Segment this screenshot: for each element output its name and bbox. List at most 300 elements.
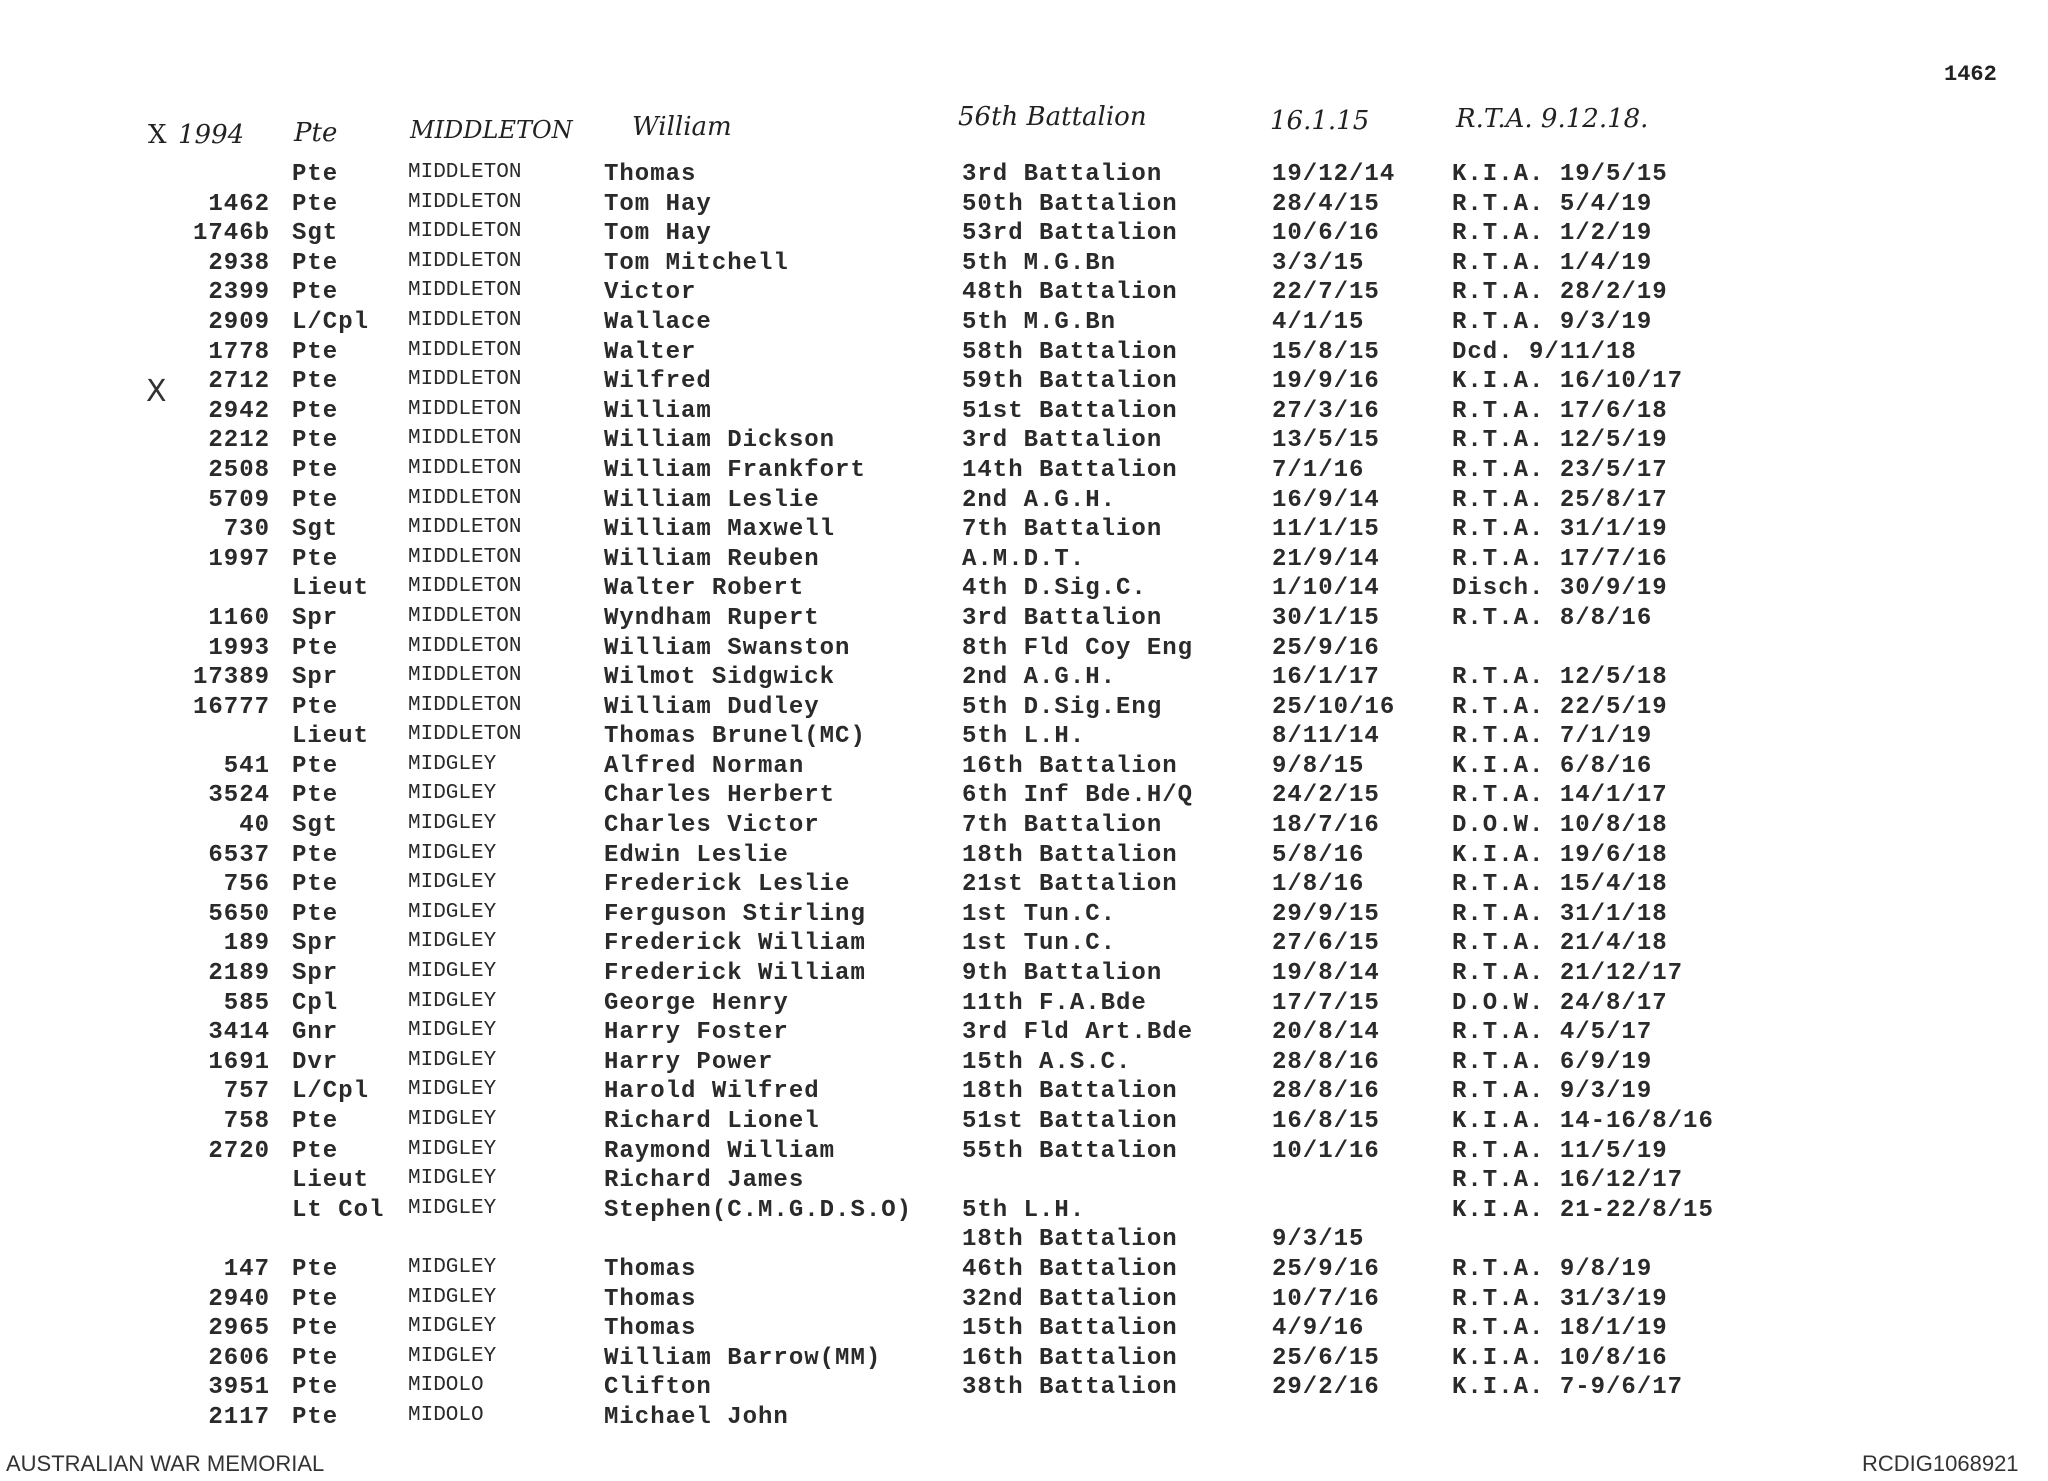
table-row	[0, 457, 2048, 487]
service-number: 2212	[208, 427, 270, 455]
rank: Pte	[292, 1285, 339, 1313]
table-row	[0, 250, 2048, 280]
rank: Pte	[292, 338, 339, 366]
enlistment-date: 25/10/16	[1272, 693, 1396, 721]
fate: K.I.A. 10/8/16	[1452, 1344, 1668, 1372]
rank: Cpl	[292, 989, 339, 1017]
surname: MIDDLETON	[408, 220, 522, 244]
service-number: 541	[223, 752, 270, 780]
surname: MIDDLETON	[408, 516, 522, 540]
rank: L/Cpl	[292, 308, 370, 336]
fate: R.T.A. 31/3/19	[1452, 1285, 1668, 1313]
table-row	[0, 309, 2048, 339]
given-names: Thomas	[604, 161, 697, 188]
rank: Spr	[292, 930, 339, 958]
service-number: 2117	[208, 1403, 270, 1431]
service-number: 3951	[208, 1374, 270, 1402]
given-names: Tom Hay	[604, 220, 712, 248]
rank: Gnr	[292, 1019, 339, 1047]
handwritten-rank: Pte	[294, 118, 338, 148]
service-number: 3414	[208, 1019, 270, 1047]
rank: Pte	[292, 693, 339, 721]
service-number: 189	[223, 930, 270, 958]
given-names: William Dudley	[604, 693, 820, 721]
enlistment-date: 20/8/14	[1272, 1019, 1380, 1047]
given-names: Richard Lionel	[604, 1108, 820, 1135]
footer-institution: AUSTRALIAN WAR MEMORIAL	[6, 1451, 325, 1476]
rank: Lieut	[292, 575, 370, 603]
given-names: Thomas	[604, 1285, 697, 1313]
enlistment-date: 7/1/16	[1272, 456, 1365, 484]
fate: R.T.A. 9/3/19	[1452, 308, 1653, 336]
enlistment-date: 19/9/16	[1272, 368, 1380, 396]
given-names: Charles Victor	[604, 812, 820, 840]
rank: Pte	[292, 545, 339, 573]
surname: MIDDLETON	[408, 279, 522, 303]
enlistment-date: 27/6/15	[1272, 930, 1380, 958]
unit: 5th L.H.	[962, 1196, 1086, 1224]
enlistment-date: 10/1/16	[1272, 1137, 1380, 1165]
rank: Spr	[292, 664, 339, 692]
fate: R.T.A. 17/7/16	[1452, 545, 1668, 573]
service-number: 3524	[208, 782, 270, 810]
given-names: Thomas	[604, 1255, 697, 1283]
surname: MIDGLEY	[408, 1019, 497, 1043]
table-row	[0, 427, 2048, 457]
unit: 55th Battalion	[962, 1137, 1178, 1165]
table-row	[0, 1315, 2048, 1345]
unit: 9th Battalion	[962, 960, 1163, 988]
enlistment-date: 10/7/16	[1272, 1285, 1380, 1313]
rank: Sgt	[292, 516, 339, 544]
surname: MIDGLEY	[408, 1137, 497, 1161]
surname: MIDGLEY	[408, 752, 497, 776]
given-names: Wallace	[604, 308, 712, 336]
service-number: 6537	[208, 841, 270, 869]
page-number: 1462	[1944, 62, 1997, 87]
table-row	[0, 842, 2048, 872]
fate: K.I.A. 19/6/18	[1452, 841, 1668, 869]
table-row	[0, 664, 2048, 694]
fate: R.T.A. 12/5/19	[1452, 427, 1668, 455]
table-row	[0, 812, 2048, 842]
table-row	[0, 635, 2048, 665]
surname: MIDGLEY	[408, 1167, 497, 1191]
fate: K.I.A. 21-22/8/15	[1452, 1196, 1714, 1224]
table-row	[0, 1226, 2048, 1256]
unit: 16th Battalion	[962, 1344, 1178, 1372]
given-names: Harry Power	[604, 1048, 774, 1076]
surname: MIDDLETON	[408, 575, 522, 599]
fate: K.I.A. 14-16/8/16	[1452, 1108, 1714, 1135]
unit: 59th Battalion	[962, 368, 1178, 396]
unit: 15th A.S.C.	[962, 1048, 1132, 1076]
unit: 48th Battalion	[962, 279, 1178, 307]
surname: MIDGLEY	[408, 930, 497, 954]
fate: R.T.A. 1/4/19	[1452, 249, 1653, 277]
unit: 16th Battalion	[962, 752, 1178, 780]
rank: Pte	[292, 1403, 339, 1431]
given-names: William Frankfort	[604, 456, 866, 484]
surname: MIDGLEY	[408, 1255, 497, 1279]
service-number: 2942	[208, 397, 270, 425]
fate: K.I.A. 6/8/16	[1452, 752, 1653, 780]
fate: R.T.A. 5/4/19	[1452, 190, 1653, 218]
surname: MIDDLETON	[408, 604, 522, 628]
table-row	[0, 339, 2048, 369]
unit: 3rd Fld Art.Bde	[962, 1019, 1194, 1047]
unit: 18th Battalion	[962, 1226, 1178, 1254]
table-row	[0, 1374, 2048, 1404]
fate: R.T.A. 23/5/17	[1452, 456, 1668, 484]
service-number: 2606	[208, 1344, 270, 1372]
fate: R.T.A. 25/8/17	[1452, 486, 1668, 514]
rank: Pte	[292, 161, 339, 188]
enlistment-date: 4/1/15	[1272, 308, 1365, 336]
enlistment-date: 18/7/16	[1272, 812, 1380, 840]
service-number: 40	[239, 812, 270, 840]
records-list	[0, 161, 2048, 1434]
service-number: 2712	[208, 368, 270, 396]
unit: 5th D.Sig.Eng	[962, 693, 1163, 721]
enlistment-date: 25/9/16	[1272, 1255, 1380, 1283]
surname: MIDGLEY	[408, 871, 497, 895]
unit: 5th M.G.Bn	[962, 249, 1117, 277]
given-names: Thomas Brunel(MC)	[604, 723, 866, 751]
enlistment-date: 28/8/16	[1272, 1048, 1380, 1076]
given-names: Wilfred	[604, 368, 712, 396]
service-number: 2938	[208, 249, 270, 277]
unit: 15th Battalion	[962, 1315, 1178, 1343]
rank: Pte	[292, 397, 339, 425]
given-names: Wilmot Sidgwick	[604, 664, 836, 692]
rank: Pte	[292, 279, 339, 307]
table-row	[0, 960, 2048, 990]
given-names: George Henry	[604, 989, 789, 1017]
enlistment-date: 11/1/15	[1272, 516, 1380, 544]
fate: R.T.A. 9/3/19	[1452, 1078, 1653, 1106]
fate: K.I.A. 7-9/6/17	[1452, 1374, 1684, 1402]
footer-reference: RCDIG1068921	[1862, 1451, 2019, 1476]
surname: MIDOLO	[408, 1374, 484, 1398]
fate: R.T.A. 22/5/19	[1452, 693, 1668, 721]
enlistment-date: 16/8/15	[1272, 1108, 1380, 1135]
table-row	[0, 1108, 2048, 1138]
service-number: 2399	[208, 279, 270, 307]
given-names: Michael John	[604, 1403, 789, 1431]
surname: MIDDLETON	[408, 427, 522, 451]
enlistment-date: 4/9/16	[1272, 1315, 1365, 1343]
service-number: 1778	[208, 338, 270, 366]
rank: Lieut	[292, 1167, 370, 1195]
surname: MIDDLETON	[408, 338, 522, 362]
surname: MIDGLEY	[408, 1078, 497, 1102]
given-names: Wyndham Rupert	[604, 604, 820, 632]
unit: 3rd Battalion	[962, 161, 1163, 188]
rank: Pte	[292, 486, 339, 514]
unit: 5th M.G.Bn	[962, 308, 1117, 336]
given-names: William Reuben	[604, 545, 820, 573]
surname: MIDDLETON	[408, 545, 522, 569]
enlistment-date: 1/10/14	[1272, 575, 1380, 603]
unit: 53rd Battalion	[962, 220, 1178, 248]
fate: R.T.A. 9/8/19	[1452, 1255, 1653, 1283]
rank: Pte	[292, 782, 339, 810]
unit: 14th Battalion	[962, 456, 1178, 484]
service-number: 2965	[208, 1315, 270, 1343]
rank: Pte	[292, 190, 339, 218]
surname: MIDGLEY	[408, 1285, 497, 1309]
given-names: Harry Foster	[604, 1019, 789, 1047]
table-row	[0, 1078, 2048, 1108]
table-row	[0, 753, 2048, 783]
surname: MIDGLEY	[408, 1048, 497, 1072]
service-number: 17389	[192, 664, 270, 692]
rank: Pte	[292, 1137, 339, 1165]
given-names: William Maxwell	[604, 516, 836, 544]
enlistment-date: 1/8/16	[1272, 871, 1365, 899]
fate: K.I.A. 19/5/15	[1452, 161, 1668, 188]
given-names: William Barrow(MM)	[604, 1344, 882, 1372]
given-names: Harold Wilfred	[604, 1078, 820, 1106]
handwritten-fate: R.T.A. 9.12.18.	[1456, 104, 1649, 134]
rank: Sgt	[292, 220, 339, 248]
table-row	[0, 398, 2048, 428]
rank: Pte	[292, 1108, 339, 1135]
table-row	[0, 1138, 2048, 1168]
unit: 2nd A.G.H.	[962, 664, 1117, 692]
service-number: 757	[223, 1078, 270, 1106]
service-number: 16777	[192, 693, 270, 721]
given-names: Richard James	[604, 1167, 805, 1195]
unit: 7th Battalion	[962, 812, 1163, 840]
fate: R.T.A. 14/1/17	[1452, 782, 1668, 810]
surname: MIDDLETON	[408, 664, 522, 688]
service-number: 2189	[208, 960, 270, 988]
surname: MIDGLEY	[408, 782, 497, 806]
handwritten-mark: X	[148, 120, 167, 150]
rank: Lieut	[292, 723, 370, 751]
surname: MIDGLEY	[408, 1196, 497, 1220]
surname: MIDDLETON	[408, 368, 522, 392]
surname: MIDDLETON	[408, 397, 522, 421]
table-row	[0, 1345, 2048, 1375]
unit: 38th Battalion	[962, 1374, 1178, 1402]
table-row	[0, 279, 2048, 309]
surname: MIDGLEY	[408, 1108, 497, 1131]
rank: Spr	[292, 604, 339, 632]
fate: R.T.A. 31/1/18	[1452, 900, 1668, 928]
surname: MIDGLEY	[408, 1315, 497, 1339]
surname: MIDGLEY	[408, 841, 497, 865]
table-row	[0, 546, 2048, 576]
enlistment-date: 19/12/14	[1272, 161, 1396, 188]
unit: 6th Inf Bde.H/Q	[962, 782, 1194, 810]
rank: Pte	[292, 1255, 339, 1283]
handwritten-date: 16.1.15	[1270, 106, 1370, 136]
surname: MIDGLEY	[408, 1344, 497, 1368]
surname: MIDGLEY	[408, 960, 497, 984]
margin-mark: X	[146, 374, 167, 409]
table-row	[0, 368, 2048, 398]
enlistment-date: 28/4/15	[1272, 190, 1380, 218]
service-number: 2909	[208, 308, 270, 336]
given-names: William Leslie	[604, 486, 820, 514]
table-row	[0, 1256, 2048, 1286]
rank: Pte	[292, 1344, 339, 1372]
surname: MIDOLO	[408, 1403, 484, 1427]
table-row	[0, 1286, 2048, 1316]
given-names: Edwin Leslie	[604, 841, 789, 869]
enlistment-date: 27/3/16	[1272, 397, 1380, 425]
unit: 1st Tun.C.	[962, 900, 1117, 928]
service-number: 756	[223, 871, 270, 899]
unit: A.M.D.T.	[962, 545, 1086, 573]
service-number: 2508	[208, 456, 270, 484]
table-row	[0, 1019, 2048, 1049]
given-names: Frederick William	[604, 930, 866, 958]
service-number: 5650	[208, 900, 270, 928]
rank: Pte	[292, 368, 339, 396]
given-names: Ferguson Stirling	[604, 900, 866, 928]
fate: R.T.A. 31/1/19	[1452, 516, 1668, 544]
fate: R.T.A. 8/8/16	[1452, 604, 1653, 632]
service-number: 2720	[208, 1137, 270, 1165]
unit: 5th L.H.	[962, 723, 1086, 751]
surname: MIDDLETON	[408, 634, 522, 658]
table-row	[0, 901, 2048, 931]
fate: R.T.A. 7/1/19	[1452, 723, 1653, 751]
rank: L/Cpl	[292, 1078, 370, 1106]
given-names: Walter Robert	[604, 575, 805, 603]
fate: R.T.A. 21/4/18	[1452, 930, 1668, 958]
given-names: Raymond William	[604, 1137, 836, 1165]
fate: R.T.A. 4/5/17	[1452, 1019, 1653, 1047]
service-number: 730	[223, 516, 270, 544]
unit: 51st Battalion	[962, 397, 1178, 425]
handwritten-surname: MIDDLETON	[410, 116, 573, 144]
table-row	[0, 516, 2048, 546]
fate: Disch. 30/9/19	[1452, 575, 1668, 603]
enlistment-date: 8/11/14	[1272, 723, 1380, 751]
table-row	[0, 575, 2048, 605]
rank: Sgt	[292, 812, 339, 840]
fate: R.T.A. 15/4/18	[1452, 871, 1668, 899]
rank: Pte	[292, 634, 339, 662]
unit: 46th Battalion	[962, 1255, 1178, 1283]
unit: 18th Battalion	[962, 841, 1178, 869]
given-names: Clifton	[604, 1374, 712, 1402]
enlistment-date: 16/9/14	[1272, 486, 1380, 514]
table-row	[0, 605, 2048, 635]
rank: Pte	[292, 456, 339, 484]
service-number: 758	[223, 1108, 270, 1135]
rank: Pte	[292, 871, 339, 899]
unit: 8th Fld Coy Eng	[962, 634, 1194, 662]
table-row	[0, 990, 2048, 1020]
unit: 1st Tun.C.	[962, 930, 1117, 958]
rank: Pte	[292, 1315, 339, 1343]
rank: Lt Col	[292, 1196, 385, 1224]
fate: K.I.A. 16/10/17	[1452, 368, 1684, 396]
enlistment-date: 15/8/15	[1272, 338, 1380, 366]
service-number: 585	[223, 989, 270, 1017]
given-names: William	[604, 397, 712, 425]
fate: D.O.W. 10/8/18	[1452, 812, 1668, 840]
enlistment-date: 25/6/15	[1272, 1344, 1380, 1372]
enlistment-date: 22/7/15	[1272, 279, 1380, 307]
unit: 21st Battalion	[962, 871, 1178, 899]
given-names: Charles Herbert	[604, 782, 836, 810]
surname: MIDGLEY	[408, 900, 497, 924]
enlistment-date: 5/8/16	[1272, 841, 1365, 869]
enlistment-date: 10/6/16	[1272, 220, 1380, 248]
service-number: 1160	[208, 604, 270, 632]
given-names: Frederick Leslie	[604, 871, 851, 899]
fate: R.T.A. 28/2/19	[1452, 279, 1668, 307]
service-number: 1746b	[192, 220, 270, 248]
given-names: Tom Mitchell	[604, 249, 789, 277]
table-row	[0, 1167, 2048, 1197]
given-names: Alfred Norman	[604, 752, 805, 780]
table-row	[0, 161, 2048, 191]
enlistment-date: 21/9/14	[1272, 545, 1380, 573]
table-row	[0, 220, 2048, 250]
handwritten-number: 1994	[178, 120, 245, 150]
fate: R.T.A. 12/5/18	[1452, 664, 1668, 692]
rank: Spr	[292, 960, 339, 988]
rank: Pte	[292, 427, 339, 455]
table-row	[0, 487, 2048, 517]
given-names: Stephen(C.M.G.D.S.O)	[604, 1196, 913, 1224]
fate: R.T.A. 16/12/17	[1452, 1167, 1684, 1195]
service-number: 2940	[208, 1285, 270, 1313]
given-names: Thomas	[604, 1315, 697, 1343]
table-row	[0, 1049, 2048, 1079]
table-row	[0, 723, 2048, 753]
unit: 11th F.A.Bde	[962, 989, 1147, 1017]
handwritten-entry	[0, 102, 2048, 156]
table-row	[0, 1404, 2048, 1434]
rank: Pte	[292, 1374, 339, 1402]
surname: MIDGLEY	[408, 812, 497, 836]
service-number: 1993	[208, 634, 270, 662]
fate: R.T.A. 21/12/17	[1452, 960, 1684, 988]
table-row	[0, 930, 2048, 960]
fate: R.T.A. 11/5/19	[1452, 1137, 1668, 1165]
fate: R.T.A. 6/9/19	[1452, 1048, 1653, 1076]
surname: MIDDLETON	[408, 190, 522, 214]
enlistment-date: 19/8/14	[1272, 960, 1380, 988]
table-row	[0, 191, 2048, 221]
unit: 3rd Battalion	[962, 604, 1163, 632]
fate: D.O.W. 24/8/17	[1452, 989, 1668, 1017]
given-names: Walter	[604, 338, 697, 366]
surname: MIDDLETON	[408, 456, 522, 480]
table-row	[0, 694, 2048, 724]
unit: 18th Battalion	[962, 1078, 1178, 1106]
service-number: 1462	[208, 190, 270, 218]
surname: MIDDLETON	[408, 249, 522, 273]
given-names: Tom Hay	[604, 190, 712, 218]
enlistment-date: 28/8/16	[1272, 1078, 1380, 1106]
surname: MIDDLETON	[408, 308, 522, 332]
enlistment-date: 29/2/16	[1272, 1374, 1380, 1402]
surname: MIDDLETON	[408, 486, 522, 510]
enlistment-date: 16/1/17	[1272, 664, 1380, 692]
rank: Dvr	[292, 1048, 339, 1076]
enlistment-date: 3/3/15	[1272, 249, 1365, 277]
